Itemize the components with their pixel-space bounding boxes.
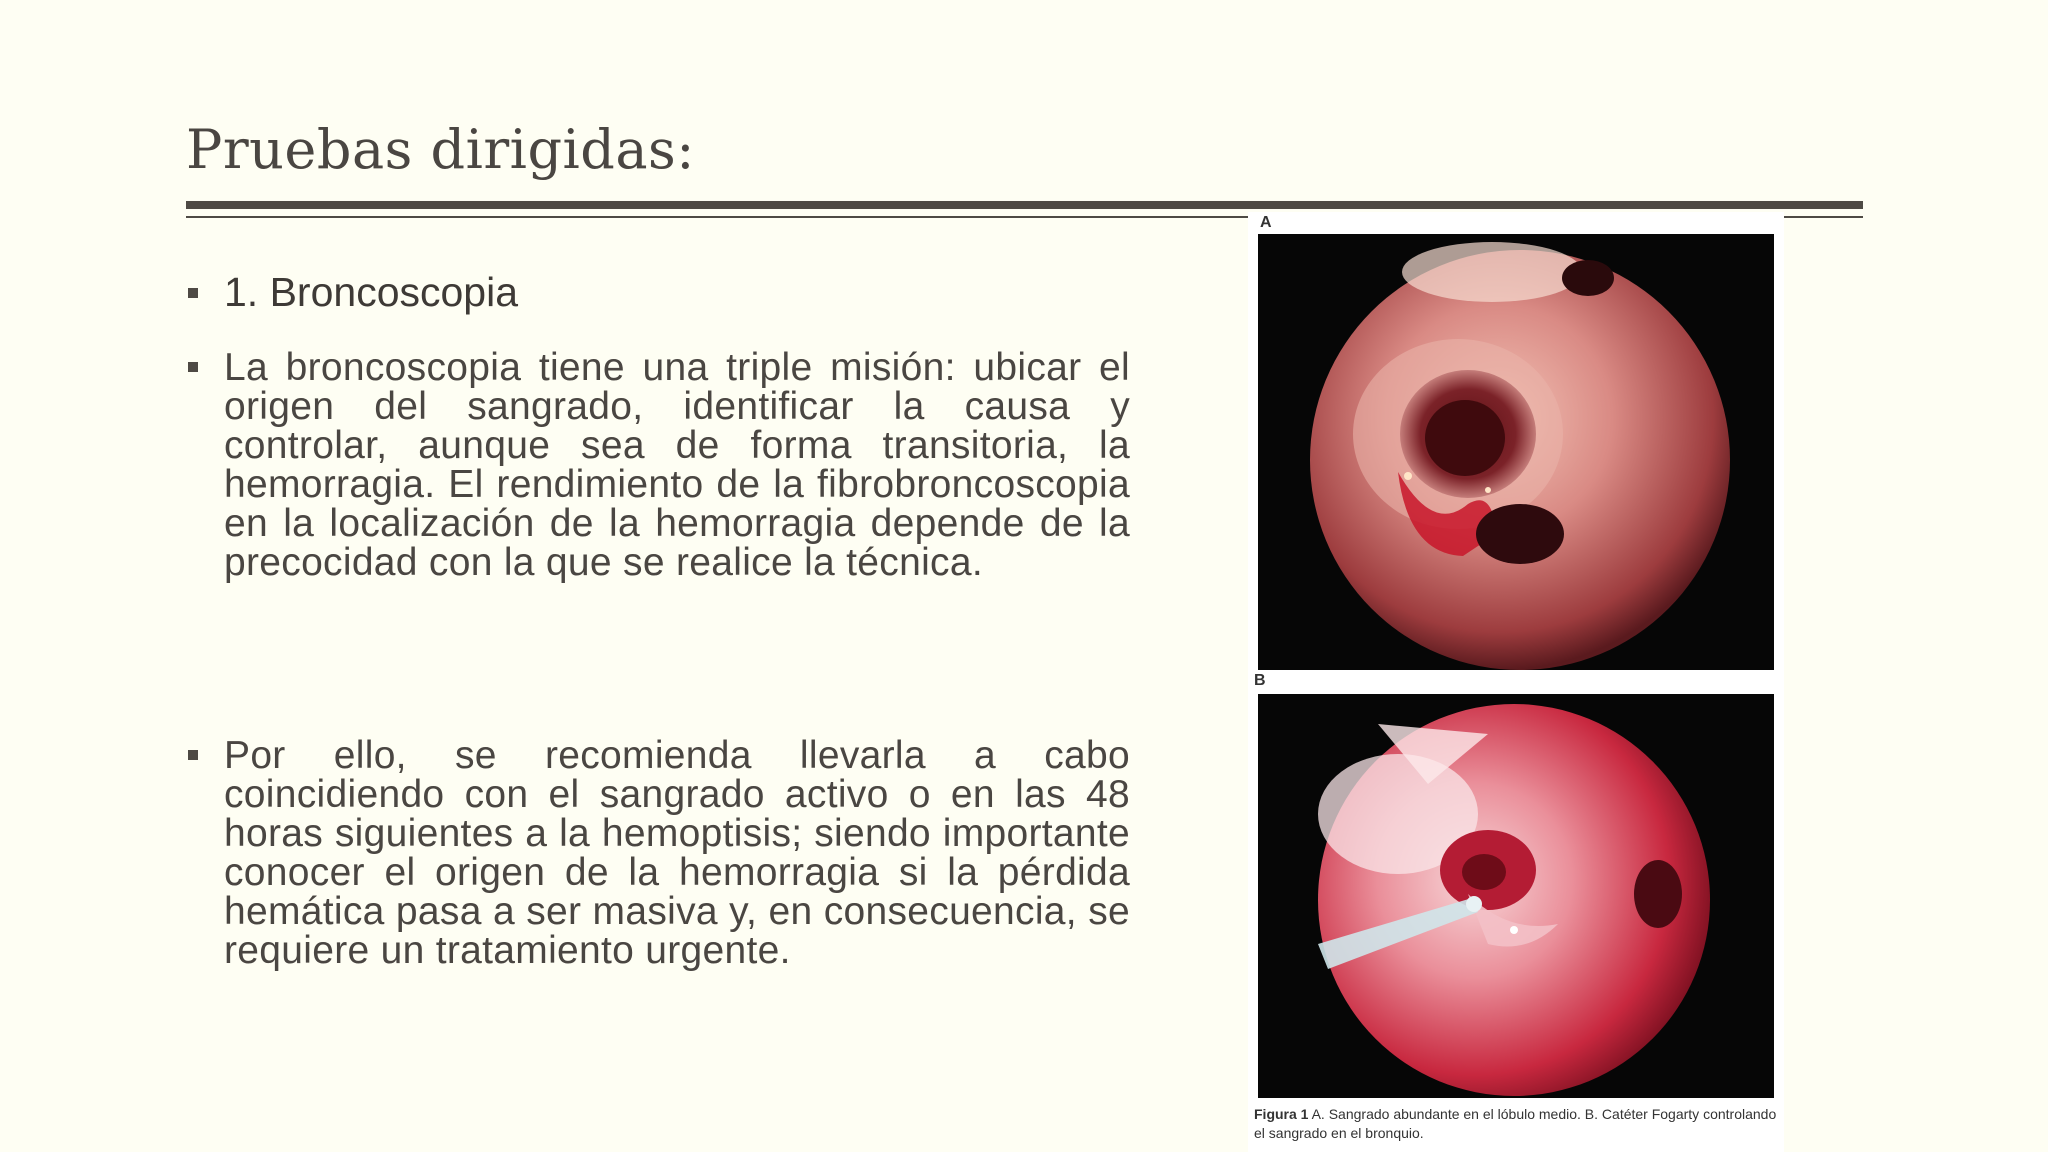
bullet-item (186, 736, 1130, 970)
panel-a-label: A (1260, 214, 1272, 231)
bullet-text: La broncoscopia tiene una triple misión: ubicar el origen del sangrado, identificar la causa y controlar, aunque sea de forma transitoria, la hemorragia. El rendimiento de la fibrobroncoscopia en la localización de la hemorragia depende de la precocidad con la que se realice la técnica. (224, 346, 1130, 584)
caption-text: A. Sangrado abundante en el lóbulo medio. B. Catéter Fogarty controlando el sangrado en el bronquio. (1254, 1106, 1777, 1141)
bronchoscopy-image-b (1258, 694, 1774, 1098)
bullet-text: Por ello, se recomienda llevarla a cabo coincidiendo con el sangrado activo o en las 48 horas siguientes a la hemoptisis; siendo importante conocer el origen de la hemorragia si la pérdida hemática pasa a ser masiva y, en consecuencia, se requiere un tratamiento urgente. (224, 734, 1130, 972)
bullet-item (186, 348, 1130, 582)
figure-caption (1254, 1105, 1782, 1143)
bullet-item-heading (186, 268, 1130, 316)
title-rule-thick (186, 201, 1863, 209)
slide-title: Pruebas dirigidas: (186, 118, 695, 181)
panel-b-label: B (1254, 672, 1266, 689)
bullet-square-icon (188, 362, 198, 372)
bronchoscopy-image-a (1258, 234, 1774, 670)
bullet-text: 1. Broncoscopia (224, 269, 519, 315)
bullet-square-icon (188, 750, 198, 760)
bronchoscopy-figure (1248, 212, 1784, 1152)
caption-label: Figura 1 (1254, 1106, 1309, 1122)
bullet-square-icon (188, 288, 198, 298)
